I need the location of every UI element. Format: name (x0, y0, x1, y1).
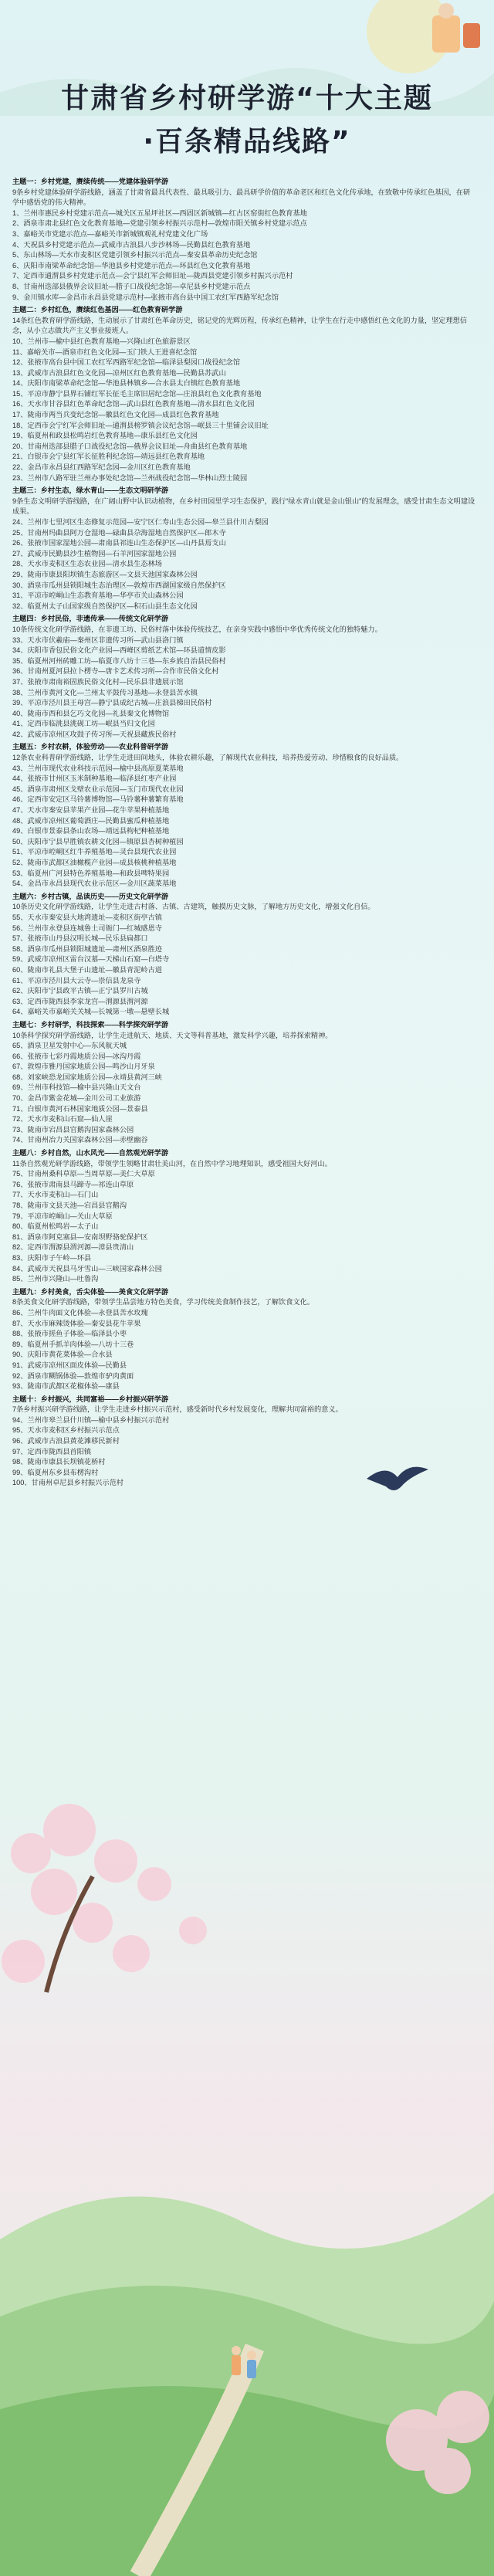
traveler-figure (432, 15, 460, 53)
theme-section (12, 892, 475, 1018)
route-item: 65、酒泉卫星发射中心—东风航天城 (12, 1042, 127, 1050)
route-item: 8、甘南州迭部县俄界会议旧址—腊子口战役纪念馆—卓尼县乡村党建示范点 (12, 282, 251, 290)
route-item: 4、天祝县乡村党建示范点—武威市古浪县八步沙林场—民勤县红色教育基地 (12, 240, 251, 249)
route-item: 69、兰州市科技馆—榆中县兴隆山天文台 (12, 1083, 141, 1092)
route-item: 72、天水市麦积山石窟—仙人崖 (12, 1115, 113, 1124)
route-item: 89、临夏州手抓羊肉体验—八坊十三巷 (12, 1340, 134, 1348)
theme-heading: 主题五：乡村农耕，体验劳动——农业科普研学游 (12, 743, 169, 751)
route-item: 58、酒泉市瓜州县锁阳城遗址—肃州区酒泉胜迹 (12, 944, 162, 953)
route-item: 27、武威市民勤县沙生植物园—石羊河国家湿地公园 (12, 549, 177, 558)
title-line-1: 甘肃省乡村研学游“十大主题 (61, 83, 433, 114)
route-item: 84、武威市天祝县马牙雪山—三峡国家森林公园 (12, 1264, 162, 1273)
route-item: 76、张掖市肃南县马蹄寺—祁连山草原 (12, 1180, 134, 1188)
route-item: 40、陇南市西和县乞巧文化园—礼县秦文化博物馆 (12, 709, 170, 717)
route-item: 50、庆阳市宁县早胜镇农耕文化园—镇原县杏树种植园 (12, 837, 184, 846)
theme-intro: 7条乡村振兴研学游线路，让学生走进乡村振兴示范村，感受新时代乡村发展变化，理解共同富裕的意义。 (12, 1405, 343, 1414)
route-item: 63、定西市陇西县李家龙宫—渭源县渭河源 (12, 997, 148, 1005)
route-item: 16、天水市甘谷县红色革命纪念馆—武山县红色教育基地—清水县红色文化园 (12, 400, 255, 408)
route-item: 78、陇南市文县天池—宕昌县官鹅沟 (12, 1202, 127, 1209)
title-line-2: ·百条精品线路” (143, 126, 351, 158)
route-item: 80、临夏州松鸣岩—太子山 (12, 1222, 99, 1231)
route-item: 22、金昌市永昌县红西路军纪念园—金川区红色教育基地 (12, 463, 191, 472)
route-item: 2、酒泉市肃北县红色文化教育基地—党建引领乡村振兴示范村—敦煌市阳关镇乡村党建示范点 (12, 219, 307, 228)
route-item: 57、张掖市山丹县汉明长城—民乐县扁都口 (12, 934, 148, 943)
theme-intro: 10条科学探究研学游线路，让学生走进航天、地质、天文等科普基地，激发科学兴趣，培养探索精神。 (12, 1031, 333, 1039)
route-item: 73、陇南市宕昌县官鹅沟国家森林公园 (12, 1125, 134, 1134)
route-item: 12、张掖市高台县中国工农红军西路军纪念馆—临泽县梨园口战役纪念馆 (12, 358, 241, 367)
route-item: 6、庆阳市南梁革命纪念馆—华池县乡村党建示范点—环县红色文化教育基地 (12, 261, 251, 269)
route-item: 46、定西市安定区马铃薯博物馆—马铃薯种薯繁育基地 (12, 795, 184, 804)
route-item: 30、酒泉市瓜州县锁阳城生态治理区—敦煌市西湖国家级自然保护区 (12, 581, 226, 589)
route-item: 10、兰州市—榆中县红色教育基地—兴隆山红色旅游景区 (12, 337, 191, 345)
route-item: 98、陇南市康县长坝镇花桥村 (12, 1458, 106, 1466)
theme-section (12, 177, 475, 303)
route-item: 51、平凉市崆峒区红牛养殖基地—灵台县现代农业园 (12, 848, 177, 856)
route-item: 45、酒泉市肃州区戈壁农业示范园—玉门市现代农业园 (12, 785, 184, 793)
route-list (12, 175, 475, 1489)
theme-section (12, 1287, 475, 1392)
route-item: 9、金川镇水库—金昌市永昌县党建示范村—张掖市高台县中国工农红军西路军纪念馆 (12, 293, 279, 301)
route-item: 81、酒泉市阿克塞县—安南坝野骆驼保护区 (12, 1232, 148, 1241)
theme-intro: 14条红色教育研学游线路，生动展示了甘肃红色革命历史，铭记党的光辉历程，传承红色精神，让学生在行走中感悟红色文化的力量，坚定理想信念，从小立志做共产主义事业接班人。 (12, 316, 468, 335)
route-item: 92、酒泉市糊锅体验—敦煌市驴肉黄面 (12, 1371, 134, 1380)
route-item: 49、白银市景泰县条山农场—靖远县枸杞种植基地 (12, 827, 170, 836)
route-item: 35、临夏州河州砖雕工坊—临夏市八坊十三巷—东乡族自治县民俗村 (12, 656, 226, 665)
route-item: 19、临夏州和政县松鸣岩红色教育基地—康乐县红色文化园 (12, 432, 198, 440)
route-item: 15、平凉市静宁县界石铺红军长征毛主席旧居纪念馆—庄浪县红色文化教育基地 (12, 389, 262, 398)
route-item: 70、金昌市紫金花城—金川公司工业旅游 (12, 1094, 141, 1103)
theme-heading: 主题七：乡村研学，科技探索——科学探究研学游 (12, 1020, 169, 1029)
route-item: 61、平凉市泾川县大云寺—崇信县龙泉寺 (12, 976, 141, 985)
route-item: 93、陇南市武都区花椒体验—康县 (12, 1382, 120, 1391)
route-item: 91、武威市凉州区面皮体验—民勤县 (12, 1361, 127, 1369)
route-item: 87、天水市麻辣烫体验—秦安县花牛苹果 (12, 1319, 141, 1327)
route-item: 77、天水市麦积山—石门山 (12, 1191, 99, 1199)
theme-heading: 主题一：乡村党建，赓续传统——党建体验研学游 (12, 178, 169, 185)
theme-heading: 主题二：乡村红色，赓续红色基因——红色教育研学游 (12, 306, 183, 314)
route-item: 94、兰州市皋兰县什川镇—榆中县乡村振兴示范村 (12, 1415, 170, 1424)
route-item: 67、敦煌市雅丹国家地质公园—鸣沙山月牙泉 (12, 1063, 155, 1071)
route-item: 38、兰州市黄河文化—兰州太平鼓传习基地—永登县苦水镇 (12, 688, 198, 697)
theme-heading: 主题四：乡村民俗，非遗传承——传统文化研学游 (12, 615, 169, 623)
landscape-illustration (0, 1761, 494, 2576)
route-item: 25、甘南州玛曲县阿万仓湿地—碌曲县尕海湿地自然保护区—郎木寺 (12, 528, 226, 537)
theme-intro: 10条历史文化研学游线路，让学生走进古村落、古镇、古建筑，触摸历史文脉，了解地方历史文化，增强文化自信。 (12, 903, 375, 911)
theme-intro: 9条乡村党建体验研学游线路，涵盖了甘肃省最具代表性、最具吸引力、最具研学价值的革命老区和红色文化传承地，在致敬中传承红色基因，在研学中感悟党的伟大精神。 (12, 188, 471, 207)
theme-intro: 10条传统文化研学游线路，在非遗工坊、民俗村落中体验传统技艺，在亲身实践中感悟中华优秀传统文化的独特魅力。 (12, 625, 382, 633)
route-item: 86、兰州牛肉面文化体验—永登县苦水玫瑰 (12, 1308, 148, 1317)
theme-intro: 12条农业科普研学游线路，让学生走进田间地头，体验农耕乐趣，了解现代农业科技，培养热爱劳动、珍惜粮食的良好品质。 (12, 754, 404, 762)
theme-section (12, 1148, 475, 1285)
route-item: 33、天水市伏羲庙—秦州区非遗传习所—武山县洛门镇 (12, 636, 184, 644)
route-item: 11、嘉峪关市—酒泉市红色文化园—玉门铁人王进喜纪念馆 (12, 347, 198, 356)
route-item: 90、庆阳市黄花菜体验—合水县 (12, 1351, 113, 1359)
route-item: 55、天水市秦安县大地湾遗址—麦积区街亭古镇 (12, 913, 162, 921)
theme-section (12, 614, 475, 740)
route-item: 82、定西市渭源县渭河源—漳县贵清山 (12, 1243, 134, 1252)
route-item: 53、临夏州广河县特色养殖基地—和政县啤特果园 (12, 869, 170, 877)
theme-heading: 主题十：乡村振兴，共同富裕——乡村振兴研学游 (12, 1395, 169, 1403)
route-item: 97、定西市陇西县首阳镇 (12, 1447, 92, 1456)
route-item: 26、张掖市国家湿地公园—肃南县祁连山生态保护区—山丹县焉支山 (12, 539, 226, 547)
route-item: 44、张掖市甘州区玉米制种基地—临泽县红枣产业园 (12, 774, 177, 783)
swallow-icon (363, 1456, 432, 1502)
route-item: 64、嘉峪关市嘉峪关关城—长城第一墩—悬壁长城 (12, 1008, 170, 1016)
theme-heading: 主题六：乡村古镇，品读历史——历史文化研学游 (12, 892, 169, 900)
route-item: 74、甘南州冶力关国家森林公园—赤壁幽谷 (12, 1136, 148, 1144)
route-item: 48、武威市凉州区葡萄酒庄—民勤县蜜瓜种植基地 (12, 816, 170, 825)
route-item: 79、平凉市崆峒山—关山大草原 (12, 1212, 113, 1220)
theme-heading: 主题三：乡村生态，绿水青山——生态文明研学游 (12, 486, 169, 495)
route-item: 43、兰州市现代农业科技示范园—榆中县高原夏菜基地 (12, 764, 184, 772)
route-item: 75、甘南州桑科草原—当周草原—美仁大草原 (12, 1170, 155, 1178)
route-item: 31、平凉市崆峒山生态教育基地—华亭市关山森林公园 (12, 591, 184, 600)
theme-section (12, 305, 475, 483)
route-item: 7、定西市通渭县乡村党建示范点—会宁县红军会师旧址—陇西县党建引领乡村振兴示范村 (12, 272, 293, 280)
route-item: 39、平凉市泾川县王母宫—静宁县成纪古城—庄浪县梯田民俗村 (12, 699, 212, 707)
route-item: 88、张掖市搓鱼子体验—临泽县小枣 (12, 1330, 127, 1338)
route-item: 54、金昌市永昌县现代农业示范区—金川区蔬菜基地 (12, 880, 177, 888)
theme-heading: 主题八：乡村自然，山水风光——自然观光研学游 (12, 1149, 169, 1158)
route-item: 3、嘉峪关市党建示范点—嘉峪关市新城镇观礼村党建文化广场 (12, 229, 208, 238)
route-item: 41、定西市临洮县洮砚工坊—岷县当归文化园 (12, 720, 155, 728)
route-item: 96、武威市古浪县黄花滩移民新村 (12, 1437, 120, 1446)
page-title (0, 77, 494, 164)
route-item: 56、兰州市永登县连城鲁土司衙门—红城感恩寺 (12, 924, 162, 932)
route-item: 13、武威市古浪县红色文化园—凉州区红色教育基地—民勤县苏武山 (12, 368, 226, 377)
route-item: 36、甘南州夏河县拉卜楞寺—唐卡艺术传习所—合作市民俗文化村 (12, 667, 219, 676)
route-item: 29、陇南市康县阳坝镇生态旅游区—文县天池国家森林公园 (12, 570, 198, 578)
theme-section (12, 1020, 475, 1146)
route-item: 14、庆阳市南梁革命纪念馆—华池县林镇乡—合水县太白镇红色教育基地 (12, 379, 241, 388)
route-item: 100、甘南州卓尼县乡村振兴示范村 (12, 1479, 124, 1487)
route-item: 1、兰州市惠民乡村党建示范点—城关区五星坪社区—西固区新城镇—红古区窑街红色教育基地 (12, 208, 307, 217)
route-item: 99、临夏州东乡县布楞沟村 (12, 1468, 99, 1476)
route-item: 66、张掖市七彩丹霞地质公园—冰沟丹霞 (12, 1052, 141, 1060)
theme-section (12, 742, 475, 889)
theme-heading: 主题九：乡村美食，舌尖体验——美食文化研学游 (12, 1287, 169, 1296)
route-item: 47、天水市秦安县苹果产业园—花牛苹果种植基地 (12, 806, 170, 815)
route-item: 32、临夏州太子山国家级自然保护区—积石山县生态文化园 (12, 602, 198, 610)
route-item: 60、陇南市礼县大堡子山遗址—徽县青泥岭古道 (12, 965, 162, 974)
route-item: 95、天水市麦积区乡村振兴示范点 (12, 1426, 120, 1435)
route-item: 20、甘南州迭部县腊子口战役纪念馆—俄界会议旧址—舟曲县红色教育基地 (12, 442, 248, 450)
route-item: 62、庆阳市宁县政平古镇—正宁县罗川古城 (12, 987, 148, 995)
route-item: 5、东山林场—天水市麦积区党建引领乡村振兴示范点—秦安县革命历史纪念馆 (12, 251, 258, 259)
theme-intro: 9条生态文明研学游线路，在广阔山野中认识动植物，在乡村田园里学习生态保护，践行“绿水青山就是金山银山”的发展理念，感受甘肃生态文明建设成果。 (12, 497, 475, 516)
route-item: 71、白银市黄河石林国家地质公园—景泰县 (12, 1104, 148, 1113)
route-item: 83、庆阳市子午岭—环县 (12, 1253, 92, 1262)
route-item: 85、兰州市兴隆山—吐鲁沟 (12, 1275, 99, 1283)
route-item: 59、武威市凉州区雷台汉墓—天梯山石窟—白塔寺 (12, 955, 170, 964)
route-item: 42、武威市凉州区攻鼓子传习所—天祝县藏族民俗村 (12, 730, 177, 738)
route-item: 18、定西市会宁红军会师旧址—通渭县榜罗镇会议纪念馆—岷县三十里铺会议旧址 (12, 421, 269, 429)
theme-section (12, 486, 475, 612)
route-item: 24、兰州市七里河区生态修复示范园—安宁区仁寿山生态公园—皋兰县什川古梨园 (12, 518, 269, 526)
route-item: 28、天水市麦积区生态农业园—清水县生态林场 (12, 560, 162, 568)
route-item: 52、陇南市武都区油橄榄产业园—成县核桃种植基地 (12, 859, 177, 866)
route-item: 37、张掖市肃南裕固族民俗文化村—民乐县非遗展示馆 (12, 677, 184, 686)
route-item: 17、陇南市两当兵变纪念馆—徽县红色文化园—成县红色教育基地 (12, 411, 219, 419)
route-item: 34、庆阳市香包民俗文化产业园—西峰区剪纸艺术馆—环县道情皮影 (12, 646, 226, 655)
route-item: 68、刘家峡恐龙国家地质公园—永靖县黄河三峡 (12, 1073, 162, 1081)
route-item: 21、白银市会宁县红军长征胜利纪念馆—靖远县红色教育基地 (12, 452, 205, 461)
theme-intro: 8条美食文化研学游线路，带领学生品尝地方特色美食，学习传统美食制作技艺，了解饮食文化。 (12, 1298, 314, 1307)
route-item: 23、兰州市八路军驻兰州办事处纪念馆—兰州战役纪念馆—华林山烈士陵园 (12, 473, 248, 482)
theme-intro: 11条自然观光研学游线路，带领学生领略甘肃壮美山河，在自然中学习地理知识，感受祖国大好河山。 (12, 1159, 332, 1168)
